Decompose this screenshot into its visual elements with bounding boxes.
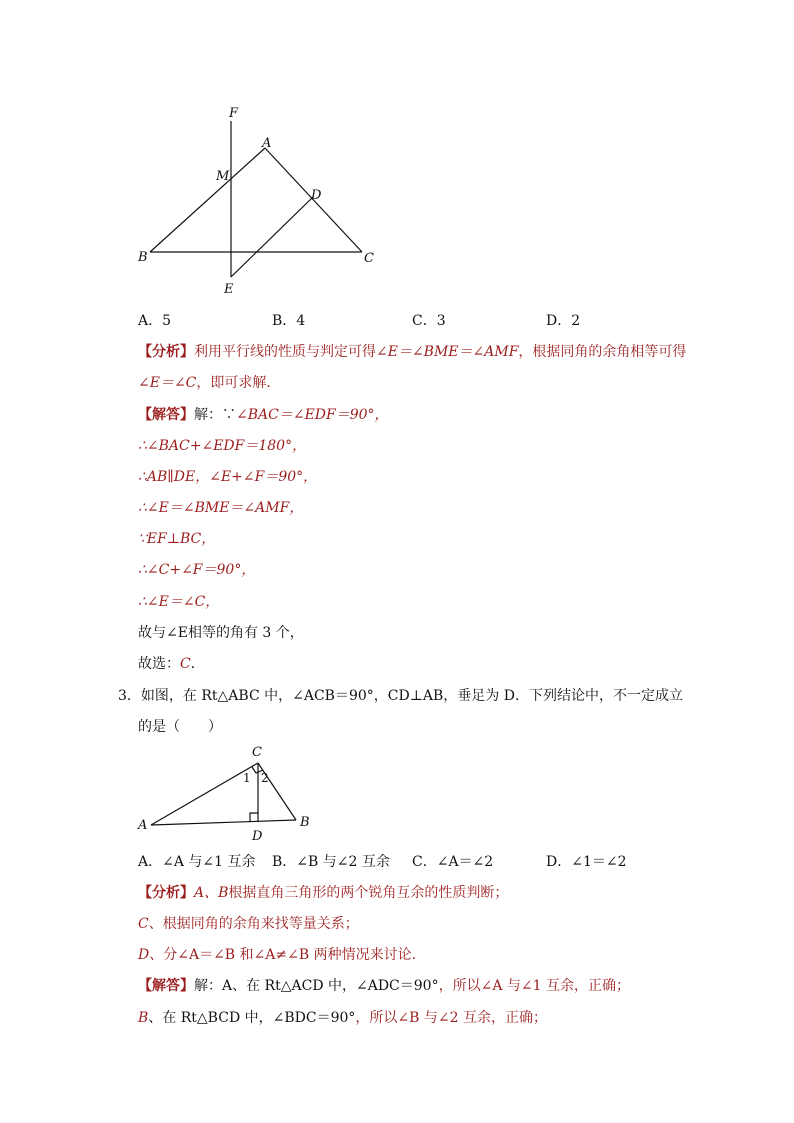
label-d: D <box>311 188 322 203</box>
q2-solution-line-2: ∴∠BAC+∠EDF＝180°， <box>138 438 307 454</box>
solution-end: ，正确； <box>573 978 630 994</box>
label-b: B <box>138 250 148 265</box>
q3-stem-line-1: 3．如图，在 Rt△ABC 中，∠ACB＝90°，CD⊥AB，垂足为 D．下列结论中，不一定成立 <box>118 688 683 704</box>
figure-2-diagram <box>0 740 794 850</box>
label-c: C <box>364 251 374 266</box>
q3-option-c: C．∠A＝∠2 <box>412 854 494 870</box>
q3-solution-line-2 <box>138 1008 547 1028</box>
q3-analysis-line-3 <box>138 945 426 965</box>
solution-expr: ∠BAC＝∠EDF＝90°， <box>236 407 389 423</box>
analysis-text: 利用平行线的性质与判定可得 <box>194 344 376 360</box>
q3-analysis-line-1 <box>138 883 508 903</box>
analysis-expr: ∠E＝∠BME＝∠AMF <box>376 344 519 360</box>
answer-label: 故选： <box>138 656 180 672</box>
q3-stem-line-2: 的是（ ） <box>138 719 222 735</box>
q2-solution-line-5: ∵EF⊥BC， <box>138 531 216 547</box>
analysis-expr: ∠E＝∠C <box>138 375 197 391</box>
q2-solution-line-9 <box>138 654 205 674</box>
q2-solution-line-3: ∴AB∥DE，∠E+∠F＝90°， <box>138 469 318 485</box>
answer-end: ． <box>190 656 205 672</box>
solution-tag: 【解答】 <box>138 978 194 994</box>
q3-analysis-line-2 <box>138 914 359 934</box>
solution-red: ，所以∠A 与∠1 互余 <box>438 978 574 994</box>
analysis-text: ，即可求解． <box>196 375 281 391</box>
q3-solution-line-1 <box>138 976 630 996</box>
label-d2: D <box>252 829 263 844</box>
analysis-expr: C <box>138 916 149 932</box>
q2-solution-line-4: ∴∠E＝∠BME＝∠AMF， <box>138 500 304 516</box>
label-a2: A <box>138 818 148 833</box>
label-f: F <box>229 106 239 121</box>
answer-value: C <box>180 656 191 672</box>
angle-1-label: 1 <box>243 771 251 785</box>
angle-2-label: 2 <box>261 771 269 785</box>
analysis-tag: 【分析】 <box>138 344 194 360</box>
analysis-text: 、分∠A＝∠B 和∠A≠∠B 两种情况来讨论． <box>149 947 426 963</box>
analysis-text: 、根据同角的余角来找等量关系； <box>148 916 359 932</box>
label-e: E <box>224 282 234 297</box>
analysis-expr: A、B <box>194 885 229 901</box>
label-a: A <box>262 136 272 151</box>
solution-red: ，所以∠B 与∠2 互余 <box>355 1010 491 1026</box>
q2-option-d: D．2 <box>546 313 581 329</box>
segment-de <box>231 197 313 277</box>
solution-text: 解：A、在 Rt△ACD 中，∠ADC＝90° <box>194 978 439 994</box>
q3-option-d: D．∠1＝∠2 <box>546 854 627 870</box>
solution-expr: B <box>138 1010 149 1026</box>
segment-ba <box>150 148 265 252</box>
segment-ac <box>151 763 258 825</box>
q2-analysis-line-2 <box>138 373 280 393</box>
solution-end: ，正确； <box>490 1010 547 1026</box>
q2-analysis-line-1 <box>138 342 686 362</box>
right-angle-mark-d <box>250 813 258 822</box>
q2-option-a: A．5 <box>138 313 172 329</box>
q2-solution-line-6: ∴∠C+∠F＝90°， <box>138 562 256 578</box>
q2-option-c: C．3 <box>412 313 446 329</box>
segment-ab <box>151 820 296 825</box>
analysis-expr: D <box>138 947 150 963</box>
q3-option-b: B．∠B 与∠2 互余 <box>272 854 390 870</box>
analysis-text: ，根据同角的余角相等可得 <box>518 344 687 360</box>
q2-option-b: B．4 <box>272 313 306 329</box>
analysis-tag: 【分析】 <box>138 885 194 901</box>
label-b2: B <box>300 815 310 830</box>
label-m: M <box>216 169 230 184</box>
q3-option-a: A．∠A 与∠1 互余 <box>138 854 256 870</box>
analysis-text: 根据直角三角形的两个锐角互余的性质判断； <box>228 885 509 901</box>
q2-solution-line-8: 故与∠E相等的角有 3 个， <box>138 625 304 641</box>
solution-text: 、在 Rt△BCD 中，∠BDC＝90° <box>148 1010 356 1026</box>
q2-solution-line-7: ∴∠E＝∠C， <box>138 594 220 610</box>
solution-tag: 【解答】 <box>138 407 194 423</box>
q2-solution-line-1 <box>138 405 389 425</box>
solution-intro: 解：∵ <box>194 407 236 423</box>
label-c2: C <box>252 745 262 760</box>
